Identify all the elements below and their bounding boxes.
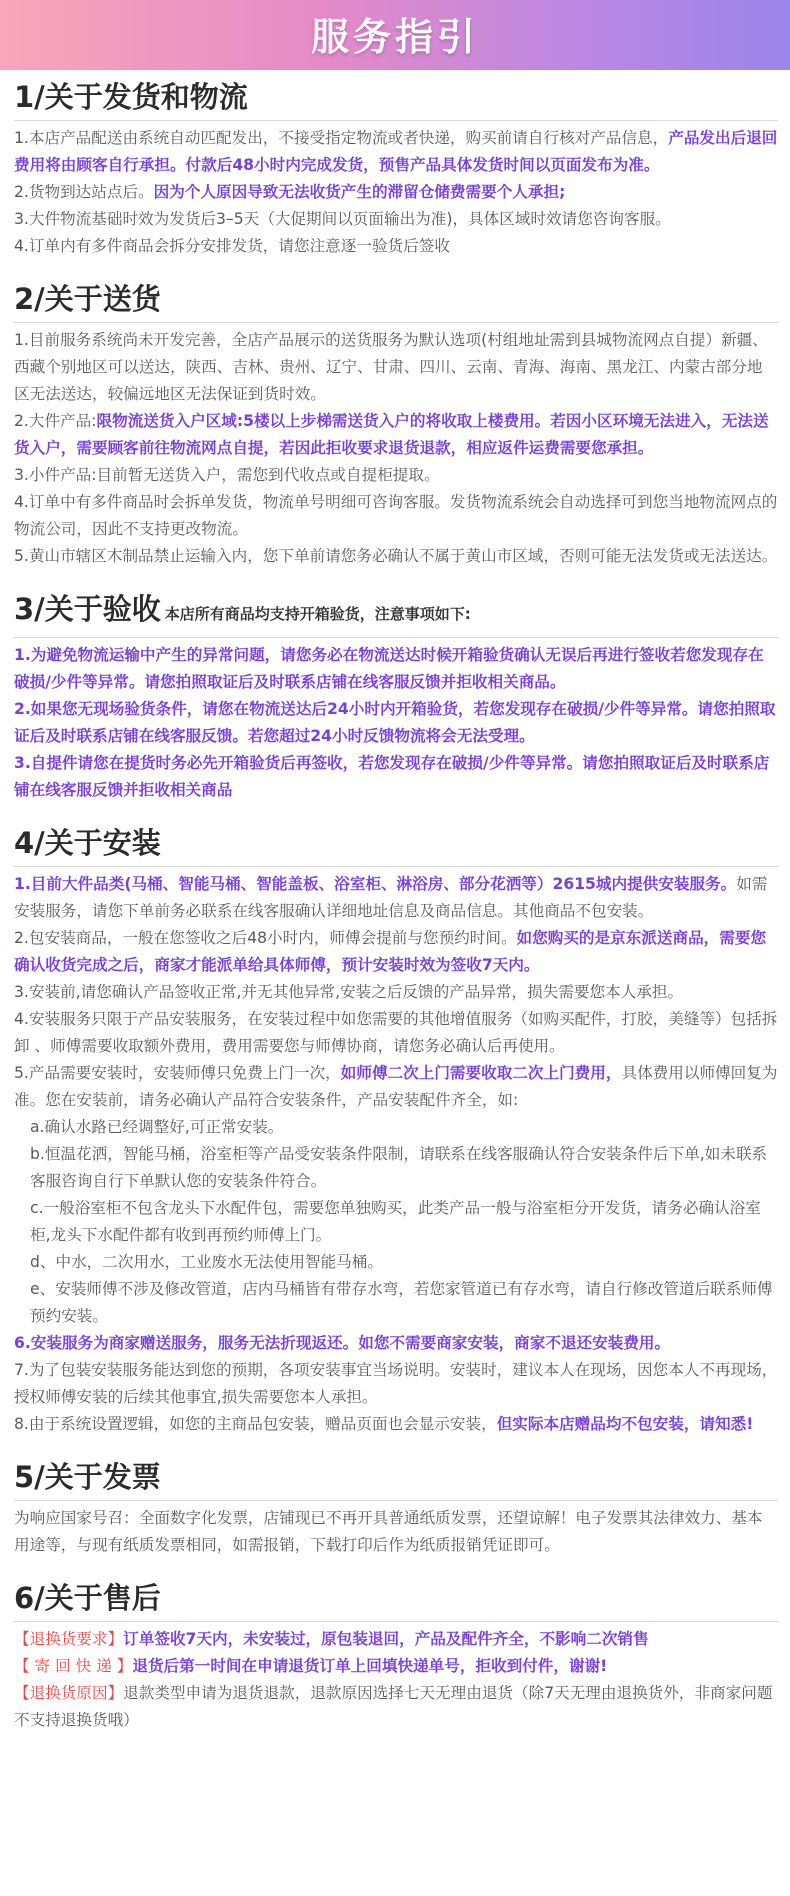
highlight-text: 如您购买的是京东派送商品，需要您确认收货完成之后，商家才能派单给具体师傅，预计安装时效为签收7天内。 — [14, 929, 767, 974]
delivery-item-3: 3.小件产品:目前暂无送货入户，需您到代收点或自提柜提取。 — [14, 466, 440, 484]
text: 2.货物到达站点后。 — [14, 183, 154, 201]
divider — [14, 1500, 778, 1501]
row-text: 退款类型申请为退货退款，退款原因选择七天无理由退货（除7天无理由退换货外，非商家问题不支持退换货哦） — [14, 1684, 773, 1729]
delivery-item-5: 5.黄山市辖区木制品禁止运输入内，您下单前请您务必确认不属于黄山市区域，否则可能无法发货或无法送达。 — [14, 547, 778, 565]
section-after-sales — [14, 1571, 778, 1734]
title-note: 本店所有商品均支持开箱验货，注意事项如下: — [164, 605, 471, 623]
text: 2.大件产品: — [14, 412, 97, 430]
highlight-text: 因为个人原因导致无法收货产生的滞留仓储费需要个人承担; — [153, 183, 566, 201]
divider — [14, 866, 778, 867]
section-installation — [14, 816, 778, 1438]
divider — [14, 120, 778, 121]
divider — [14, 1621, 778, 1622]
text: 2.包安装商品，一般在您签收之后48小时内，师傅会提前与您预约时间。 — [14, 929, 517, 947]
install-sub-e: e、安装师傅不涉及修改管道，店内马桶皆有带存水弯，若您家管道已有存水弯，请自行修改管道后联系师傅预约安装。 — [30, 1280, 773, 1325]
highlight-text: 但实际本店赠品均不包安装，请知悉! — [496, 1415, 754, 1433]
after-sales-row-return-shipping — [14, 1653, 778, 1680]
shipping-item-3: 3.大件物流基础时效为发货后3–5天（大促期间以页面输出为准)，具体区域时效请您咨询客服。 — [14, 210, 671, 228]
highlight-text: 限物流送货入户区域:5楼以上步梯需送货入户的将收取上楼费用。若因小区环境无法进入，无法送货入户，需要顾客前往物流网点自提，若因此拒收要求退货退款，相应返件运费需要您承担。 — [14, 412, 769, 457]
header-banner — [0, 0, 790, 70]
text: 如需安装服务，请您下单前务必联系在线客服确认详细地址信息及商品信息。其他商品不包安装。 — [14, 875, 768, 920]
section-title-after-sales: 6/关于售后 — [14, 1581, 161, 1615]
section-inspection — [14, 582, 778, 804]
delivery-item-1: 1.目前服务系统尚未开发完善，全店产品展示的送货服务为默认选项(村组地址需到县城物流网点自提）新疆、西藏个别地区可以送达，陕西、吉林、贵州、辽宁、甘肃、四川、云南、青海、海南、黑龙江、内蒙古部分地区无法送达，较偏远地区无法保证到货时效。 — [14, 331, 768, 403]
section-title-installation: 4/关于安装 — [14, 826, 161, 860]
install-item-6: 6.安装服务为商家赠送服务，服务无法折现返还。如您不需要商家安装，商家不退还安装费用。 — [14, 1334, 671, 1352]
section-delivery — [14, 272, 778, 570]
install-sub-d: d、中水，二次用水，工业废水无法使用智能马桶。 — [30, 1253, 383, 1271]
inspection-item-1: 1.为避免物流运输中产生的异常问题，请您务必在物流送达时候开箱验货确认无误后再进行签收若您发现存在破损/少件等异常。请您拍照取证后及时联系店铺在线客服反馈并拒收相关商品。 — [14, 646, 764, 691]
title-text: 3/关于验收 — [14, 592, 161, 626]
install-item-3: 3.安装前,请您确认产品签收正常,并无其他异常,安装之后反馈的产品异常，损失需要您本人承担。 — [14, 983, 684, 1001]
row-text: 退货后第一时间在申请退货订单上回填快递单号，拒收到付件，谢谢! — [132, 1657, 608, 1675]
shipping-item-2 — [14, 179, 778, 206]
inspection-item-2: 2.如果您无现场验货条件，请您在物流送达后24小时内开箱验货，若您发现存在破损/少件等异常。请您拍照取证后及时联系店铺在线客服反馈。若您超过24小时反馈物流将会无法受理。 — [14, 700, 776, 745]
row-tag: 【退换货要求】 — [14, 1630, 124, 1648]
shipping-item-4: 4.订单内有多件商品会拆分安排发货，请您注意逐一验货后签收 — [14, 237, 450, 255]
invoice-text: 为响应国家号召：全面数字化发票，店铺现已不再开具普通纸质发票，还望谅解！电子发票其法律效力、基本用途等，与现有纸质发票相同，如需报销，下载打印后作为纸质报销凭证即可。 — [14, 1509, 763, 1554]
section-shipping — [14, 70, 778, 260]
delivery-item-2 — [14, 408, 778, 462]
install-item-5 — [14, 1060, 778, 1114]
install-item-1 — [14, 871, 778, 925]
section-title-invoice: 5/关于发票 — [14, 1460, 161, 1494]
row-tag: 【 寄 回 快 递 】 — [14, 1657, 133, 1675]
install-item-8 — [14, 1411, 778, 1438]
install-sub-a: a.确认水路已经调整好,可正常安装。 — [30, 1118, 284, 1136]
install-item-7: 7.为了包装安装服务能达到您的预期，各项安装事宜当场说明。安装时，建议本人在现场，因您本人不再现场，授权师傅安装的后续其他事宜,损失需要您本人承担。 — [14, 1361, 778, 1406]
divider — [14, 322, 778, 323]
section-title-inspection — [14, 582, 778, 631]
section-invoice — [14, 1450, 778, 1559]
after-sales-row-return-reason — [14, 1680, 778, 1734]
install-item-4: 4.安装服务只限于产品安装服务，在安装过程中如您需要的其他增值服务（如购买配件，打胶，美缝等）包括拆卸 、师傅需要收取额外费用，费用需要您与师傅协商，请您务必确认后再使用。 — [14, 1010, 778, 1055]
text: 8.由于系统设置逻辑，如您的主商品包安装，赠品页面也会显示安装， — [14, 1415, 497, 1433]
install-item-2 — [14, 925, 778, 979]
row-text: 订单签收7天内，未安装过，原包装退回，产品及配件齐全，不影响二次销售 — [123, 1630, 649, 1648]
install-sub-b: b.恒温花洒，智能马桶，浴室柜等产品受安装条件限制，请联系在线客服确认符合安装条件后下单,如未联系客服咨询自行下单默认您的安装条件符合。 — [30, 1145, 768, 1190]
shipping-item-1 — [14, 125, 778, 179]
text: 1.本店产品配送由系统自动匹配发出，不接受指定物流或者快递，购买前请自行核对产品信息， — [14, 129, 669, 147]
text: 5.产品需要安装时，安装师傅只免费上门一次， — [14, 1064, 341, 1082]
highlight-text: 如师傅二次上门需要收取二次上门费用， — [340, 1064, 622, 1082]
banner-title: 服务指引 — [310, 15, 479, 59]
section-title-delivery: 2/关于送货 — [14, 282, 161, 316]
highlight-text: 产品发出后退回费用将由顾客自行承担。付款后48小时内完成发货，预售产品具体发货时间以页面发布为准。 — [14, 129, 778, 174]
highlight-text: 1.目前大件品类(马桶、智能马桶、智能盖板、浴室柜、淋浴房、部分花洒等）2615城内提供安装服务。 — [14, 875, 737, 893]
row-tag: 【退换货原因】 — [14, 1684, 124, 1702]
after-sales-row-return-requirement — [14, 1626, 778, 1653]
delivery-item-4: 4.订单中有多件商品时会拆单发货，物流单号明细可咨询客服。发货物流系统会自动选择可到您当地物流网点的物流公司，因此不支持更改物流。 — [14, 493, 778, 538]
install-sub-c: c.一般浴室柜不包含龙头下水配件包，需要您单独购买，此类产品一般与浴室柜分开发货，请务必确认浴室柜,龙头下水配件都有收到再预约师傅上门。 — [30, 1199, 761, 1244]
inspection-item-3: 3.自提件请您在提货时务必先开箱验货后再签收，若您发现存在破损/少件等异常。请您拍照取证后及时联系店铺在线客服反馈并拒收相关商品 — [14, 754, 770, 799]
guide-content — [0, 70, 790, 1734]
divider — [14, 637, 778, 638]
text: 具体费用以师傅回复为准。您在安装前，请务必确认产品符合安装条件，产品安装配件齐全，如: — [14, 1064, 778, 1109]
section-title-shipping: 1/关于发货和物流 — [14, 80, 248, 114]
